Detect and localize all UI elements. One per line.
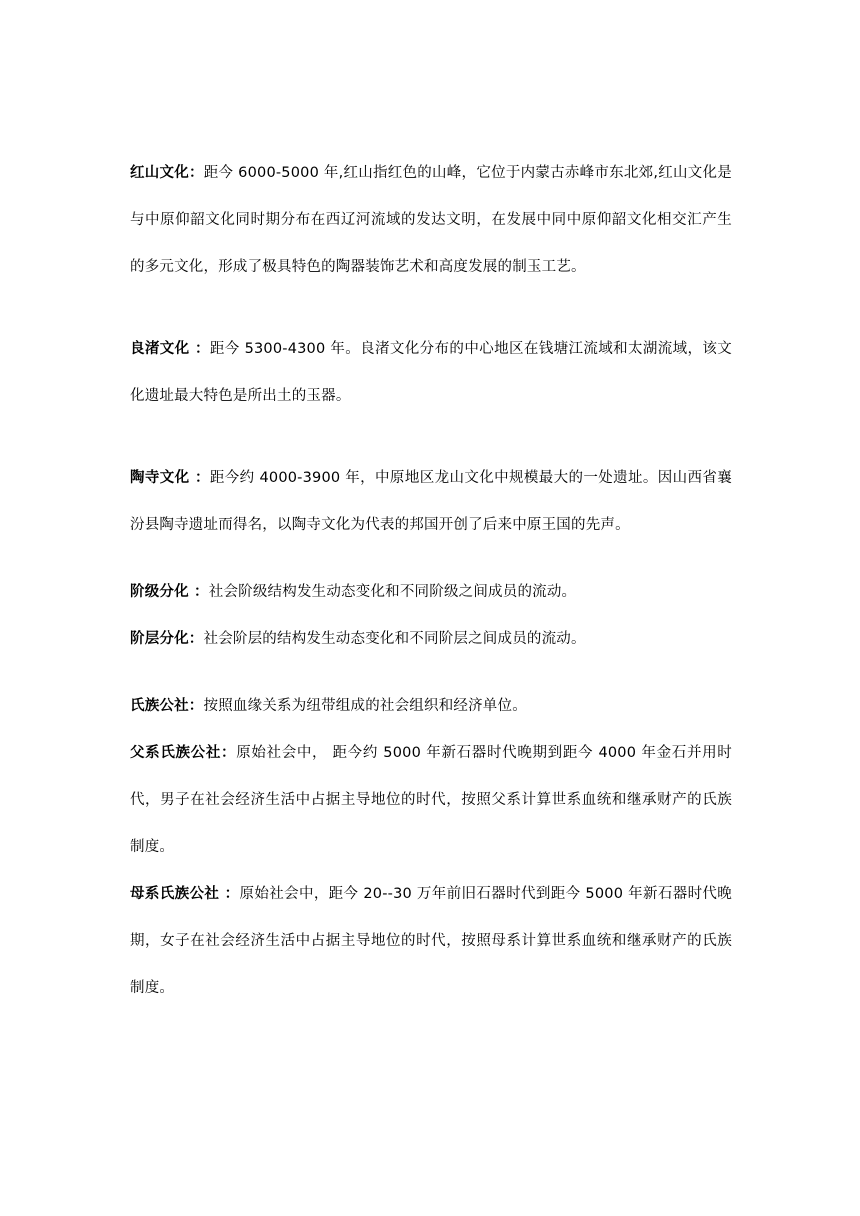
entry-liangzhu-culture [130,326,732,420]
term-class-differentiation: 阶级分化 ： [130,584,209,600]
entry-stratum-differentiation [130,616,732,663]
definition-clan-commune: 按照血缘关系为纽带组成的社会组织和经济单位。 [203,698,527,714]
entry-matrilineal-clan-commune [130,871,732,1012]
entry-patrilineal-clan-commune [130,730,732,871]
spacer [130,549,732,569]
definition-matrilineal-clan-commune: 原始社会中，距今 20--30 万年前旧石器时代到距今 5000 年新石器时代晚期，女子在社会经济生活中占据主导地位的时代，按照母系计算世系血统和继承财产的氏族制度。 [130,886,732,996]
term-stratum-differentiation: 阶层分化： [130,631,204,647]
term-liangzhu-culture: 良渚文化 ： [130,341,210,357]
definition-liangzhu-part-a: 距今 5300-4300 年。良渚文化分布的中心地区在 [209,341,539,357]
term-patrilineal-clan-commune: 父系氏族公社： [130,745,237,761]
term-matrilineal-clan-commune: 母系氏族公社 ： [130,886,240,902]
entry-taosi-culture [130,455,732,549]
definition-taosi-culture: 距今约 4000-3900 年，中原地区龙山文化中规模最大的一处遗址。因山西省襄汾县陶寺遗址而得名，以陶寺文化为代表的邦国开创了后来中原王国的先声。 [130,470,732,533]
entry-class-differentiation [130,569,732,616]
spacer [130,420,732,455]
term-taosi-culture: 陶寺文化 ： [130,470,210,486]
place-taihu-lake: 太湖流域 [628,341,688,357]
definition-patrilineal-clan-commune: 原始社会中， 距今约 5000 年新石器时代晚期到距今 4000 年金石并用时代，男子在社会经济生活中占据主导地位的时代，按照父系计算世系血统和继承财产的氏族制度。 [130,745,732,855]
definition-class-differentiation: 社会阶级结构发生动态变化和不同阶级之间成员的流动。 [208,584,577,600]
place-qiantang-river: 钱塘江流域 [538,341,614,357]
definition-liangzhu-part-c: ，该文化遗址最大特色是所出土的 [130,341,733,404]
definition-liangzhu-part-b: 和 [613,341,629,357]
entry-hongshan-culture [130,150,732,291]
definition-stratum-differentiation: 社会阶层的结构发生动态变化和不同阶层之间成员的流动。 [203,631,586,647]
document-page [130,150,732,1012]
definition-liangzhu-part-d: 。 [335,388,351,404]
term-hongshan-culture: 红山文化： [130,165,204,181]
entry-clan-commune [130,683,732,730]
term-clan-commune: 氏族公社： [130,698,204,714]
definition-hongshan-culture: 距今 6000-5000 年,红山指红色的山峰，它位于内蒙古赤峰市东北郊,红山文化是与中原仰韶文化同时期分布在西辽河流域的发达文明，在发展中同中原仰韶文化相交汇产生的多元文化，形成了极具特色的陶器装饰艺术和高度发展的制玉工艺。 [130,165,733,275]
artifact-jade: 玉器 [306,388,336,404]
spacer [130,663,732,683]
spacer [130,291,732,326]
